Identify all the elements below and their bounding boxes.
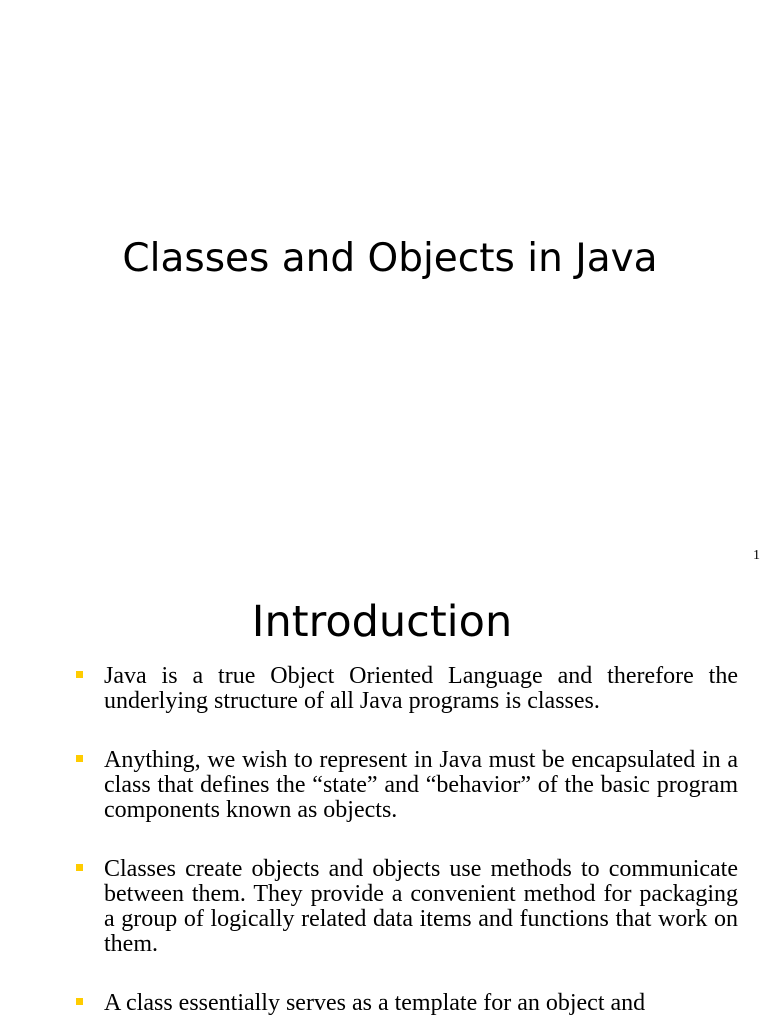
bullet-item — [76, 991, 738, 1016]
bullet-list — [76, 664, 738, 1024]
bullet-text: Anything, we wish to represent in Java must be encapsulated in a class that defines the “state” and “behavior” of the basic program components known as objects. — [104, 747, 738, 823]
bullet-item — [76, 857, 738, 957]
square-bullet-icon — [76, 864, 83, 871]
page-number: 1 — [753, 548, 760, 563]
bullet-text: Classes create objects and objects use methods to communicate between them. They provide a convenient method for packaging a group of logically related data items and functions that work on them. — [104, 856, 738, 957]
slide-introduction — [0, 576, 768, 1024]
square-bullet-icon — [76, 671, 83, 678]
slide-introduction-heading: Introduction — [251, 597, 513, 647]
bullet-text: Java is a true Object Oriented Language and therefore the underlying structure of all Java programs is classes. — [104, 663, 738, 714]
bullet-item — [76, 748, 738, 823]
slide-title-heading: Classes and Objects in Java — [122, 236, 658, 281]
square-bullet-icon — [76, 755, 83, 762]
bullet-item — [76, 664, 738, 714]
square-bullet-icon — [76, 998, 83, 1005]
bullet-text: A class essentially serves as a template for an object and — [104, 990, 646, 1016]
